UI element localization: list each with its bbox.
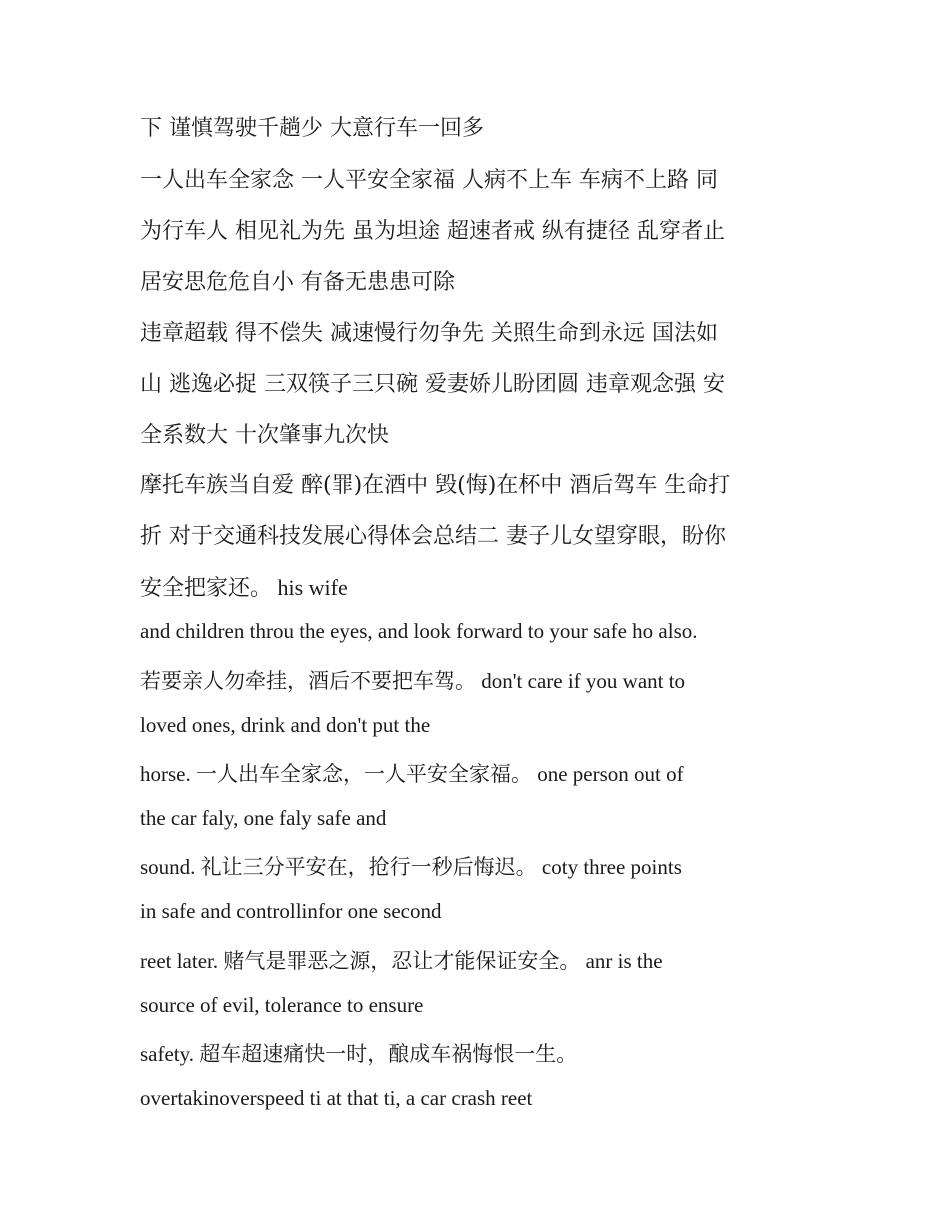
text-line: loved ones, drink and don't put the [140,713,431,737]
text-line: sound. 礼让三分平安在，抢行一秒后悔迟。 coty three points [140,855,682,879]
paragraph-8 [140,845,820,933]
paragraph-2 [140,155,820,308]
text-line: 摩托车族当自爱 醉(罪)在酒中 毁(悔)在杯中 酒后驾车 生命打 [140,473,731,498]
text-line: the car faly, one faly safe and [140,806,387,830]
text-line: 安全把家还。 his wife [140,575,348,600]
paragraph-6 [140,659,820,747]
text-line: reet later. 赌气是罪恶之源，忍让才能保证安全。 anr is the [140,949,663,973]
text-line: 若要亲人勿牵挂，酒后不要把车驾。 don't care if you want to [140,669,686,693]
paragraph-5 [140,609,820,653]
paragraph-7 [140,752,820,840]
paragraph-1 [140,103,820,154]
text-line: 全系数大 十次肇事九次快 [140,423,389,448]
text-line: source of evil, tolerance to ensure [140,993,424,1017]
paragraph-9 [140,939,820,1027]
text-line: 山 逃逸必捉 三双筷子三只碗 爱妻娇儿盼团圆 违章观念强 安 [140,372,725,397]
text-line: 为行车人 相见礼为先 虽为坦途 超速者戒 纵有捷径 乱穿者止 [140,219,725,244]
paragraph-4 [140,460,820,613]
text-line: overtakinoverspeed ti at that ti, a car crash reet [140,1086,533,1110]
text-line: 下 谨慎驾驶千趟少 大意行车一回多 [140,116,484,141]
text-line: 折 对于交通科技发展心得体会总结二 妻子儿女望穿眼，盼你 [140,524,726,549]
text-line: safety. 超车超速痛快一时，酿成车祸悔恨一生。 [140,1042,578,1066]
text-line: 违章超载 得不偿失 减速慢行勿争先 关照生命到永远 国法如 [140,321,718,346]
paragraph-10 [140,1032,820,1120]
text-line: 居安思危危自小 有备无患患可除 [140,270,455,295]
text-line: in safe and controllinfor one second [140,899,442,923]
paragraph-3 [140,308,820,461]
text-line: horse. 一人出车全家念，一人平安全家福。 one person out of [140,762,684,786]
text-line: and children throu the eyes, and look forward to your safe ho also. [140,619,698,643]
text-line: 一人出车全家念 一人平安全家福 人病不上车 车病不上路 同 [140,168,718,193]
